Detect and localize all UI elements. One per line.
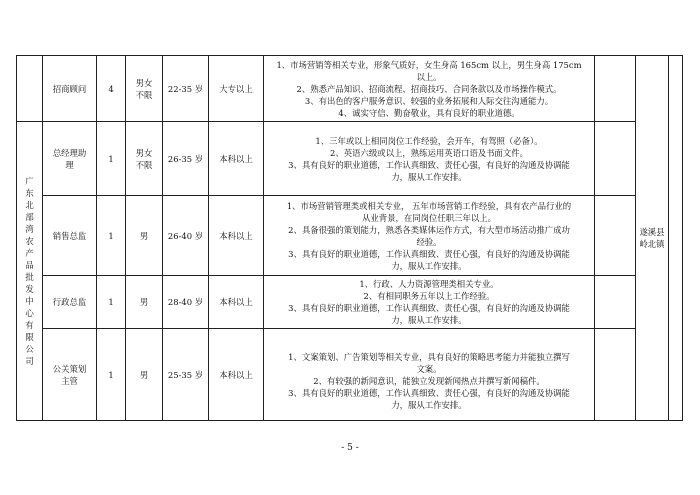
company-name-char: 广 — [25, 176, 34, 186]
education-cell: 本科以上 — [209, 329, 264, 421]
job-table-body — [17, 56, 683, 421]
position-cell: 总经理助 理 — [43, 122, 97, 196]
requirement-line: 1、市场营销管理类或相关专业， 五年市场营销工作经验，具有农产品行业的 — [286, 200, 572, 211]
requirement-line: 力，服从工作安排。 — [391, 171, 467, 182]
education-cell: 本科以上 — [209, 196, 264, 276]
position-cell: 销售总监 — [43, 196, 97, 276]
requirement-line: 3、具有良好的职业道德，工作认真细致、责任心强，有良好的沟通及协调能 — [288, 387, 570, 398]
requirements-cell — [264, 196, 595, 276]
education-cell: 本科以上 — [209, 276, 264, 329]
extra-column-cell — [595, 122, 636, 196]
gender-cell: 男 — [126, 196, 163, 276]
company-name-char: 批 — [25, 272, 34, 282]
count-cell: 1 — [97, 196, 126, 276]
extra-column-cell — [595, 196, 636, 276]
company-name-char: 司 — [25, 356, 34, 366]
company-name-cell — [17, 122, 43, 421]
requirement-line: 2、有较强的新闻意识，能独立发现新闻热点并撰写新闻稿件。 — [313, 375, 545, 386]
requirement-line: 3、具有良好的职业道德，工作认真细致、责任心强，有良好的沟通及协调能 — [288, 248, 570, 259]
requirements-cell — [264, 329, 595, 421]
education-cell: 大专以上 — [209, 56, 264, 122]
education-cell: 本科以上 — [209, 122, 264, 196]
requirement-line: 力，服从工作安排。 — [391, 315, 467, 325]
company-name — [17, 175, 42, 367]
requirement-line: 文案。 — [416, 363, 442, 374]
requirement-line: 2、熟悉产品知识、招商流程、招商技巧、合同条款以及市场操作模式。 — [296, 83, 562, 94]
requirements-cell — [264, 56, 595, 122]
table-row — [17, 56, 683, 122]
requirement-line: 经验。 — [416, 236, 442, 247]
requirement-line: 1、文案策划、广告策划等相关专业，具有良好的策略思考能力并能独立撰写 — [288, 351, 570, 362]
age-cell: 22-35 岁 — [163, 56, 209, 122]
gender-cell: 男 — [126, 276, 163, 329]
company-cell-empty — [17, 56, 43, 122]
position-cell: 公关策划 主管 — [43, 329, 97, 421]
company-name-char: 有 — [25, 320, 34, 330]
company-name-char: 产 — [25, 248, 34, 258]
count-cell: 1 — [97, 122, 126, 196]
count-cell: 4 — [97, 56, 126, 122]
requirement-line: 1、行政、人力资源管理类相关专业。 — [359, 279, 499, 289]
company-name-char: 品 — [25, 260, 34, 270]
position-cell: 行政总监 — [43, 276, 97, 329]
job-table — [16, 55, 683, 421]
extra-column-cell — [595, 276, 636, 329]
requirement-line: 3、具有良好的职业道德，工作认真细致、责任心强，有良好的沟通及协调能 — [288, 303, 570, 313]
age-cell: 26-40 岁 — [163, 196, 209, 276]
requirement-line: 1、三年或以上相同岗位工作经验，会开车，有驾照（必备）。 — [315, 135, 543, 146]
extra-column-cell — [595, 329, 636, 421]
requirement-line: 力，服从工作安排。 — [391, 399, 467, 410]
requirement-line: 2、英语六级或以上，熟练运用英语口语及书面文件。 — [330, 147, 528, 158]
table-row — [17, 329, 683, 421]
company-name-char: 部 — [25, 212, 34, 222]
extra-column-cell — [595, 56, 636, 122]
requirement-line: 力，服从工作安排。 — [391, 260, 467, 271]
location-cell: 遂溪县 岭北镇 — [636, 56, 669, 421]
company-name-char: 心 — [25, 308, 34, 318]
position-cell: 招商顾问 — [43, 56, 97, 122]
table-row — [17, 196, 683, 276]
age-cell: 25-35 岁 — [163, 329, 209, 421]
company-name-char: 北 — [25, 200, 34, 210]
requirement-line: 2、具备很强的策划能力，熟悉各类媒体运作方式，有大型市场活动推广成功 — [288, 224, 570, 235]
requirement-line: 1、市场营销等相关专业，形象气质好，女生身高 165cm 以上，男生身高 175cm — [276, 59, 582, 70]
company-name-char: 湾 — [25, 224, 34, 234]
age-cell: 26-35 岁 — [163, 122, 209, 196]
count-cell: 1 — [97, 329, 126, 421]
page-number: - 5 - — [341, 443, 359, 453]
company-name-char: 限 — [25, 332, 34, 342]
requirement-line: 3、有出色的客户服务意识、较强的业务拓展和人际交往沟通能力。 — [304, 95, 554, 106]
company-name-char: 中 — [25, 296, 34, 306]
age-cell: 28-40 岁 — [163, 276, 209, 329]
requirement-line: 4、诚实守信、勤奋敬业，具有良好的职业道德。 — [338, 107, 520, 118]
table-row — [17, 276, 683, 329]
requirement-line: 从业背景，在同岗位任职三年以上。 — [362, 212, 496, 223]
requirement-line: 2、有相同职务五年以上工作经验。 — [363, 291, 495, 301]
requirements-cell — [264, 122, 595, 196]
company-name-char: 公 — [25, 344, 34, 354]
requirements-cell — [264, 276, 595, 329]
gender-cell: 男女 不限 — [126, 122, 163, 196]
company-name-char: 东 — [25, 188, 34, 198]
table-row — [17, 122, 683, 196]
requirement-line: 以上。 — [416, 71, 442, 82]
requirement-line: 3、具有良好的职业道德，工作认真细致、责任心强，有良好的沟通及协调能 — [288, 159, 570, 170]
count-cell: 1 — [97, 276, 126, 329]
company-name-char: 农 — [25, 236, 34, 246]
company-name-char: 发 — [25, 284, 34, 294]
gender-cell: 男女 不限 — [126, 56, 163, 122]
gender-cell: 男 — [126, 329, 163, 421]
last-column-cell — [669, 56, 683, 421]
